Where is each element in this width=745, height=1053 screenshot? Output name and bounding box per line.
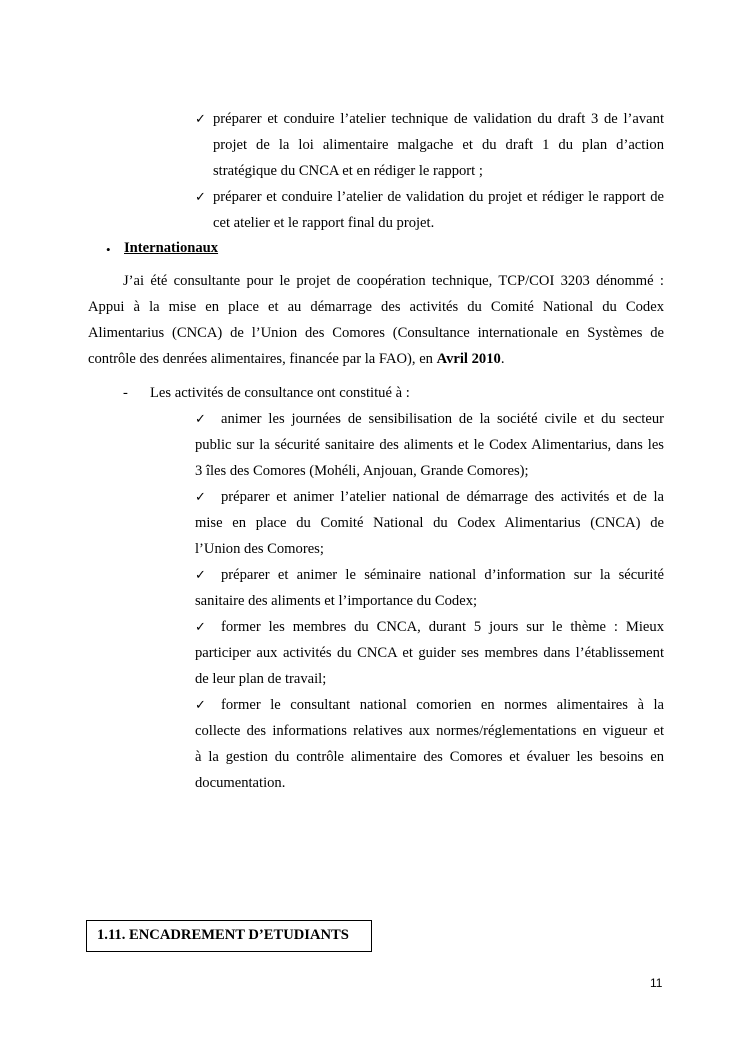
list-item-line: documentation. <box>195 775 286 791</box>
list-item-line: cet atelier et le rapport final du projet. <box>213 215 435 231</box>
list-item-line: public sur la sécurité sanitaire des aliments et le Codex Alimentarius, dans les <box>195 437 664 453</box>
list-item-line: animer les journées de sensibilisation de la société civile et du secteur <box>221 411 664 427</box>
intro-last-line <box>88 351 504 368</box>
list-item-line: participer aux activités du CNCA et guider ses membres dans l’établissement <box>195 645 664 661</box>
section-title: 1.11. ENCADREMENT D’ETUDIANTS <box>97 927 349 943</box>
section-title-box <box>86 920 372 952</box>
checkmark-icon: ✓ <box>195 490 206 505</box>
intro-line: Appui à la mise en place et au démarrage des activités du Comité National du Codex <box>88 299 664 315</box>
section-heading: Internationaux <box>124 240 219 256</box>
checkmark-icon: ✓ <box>195 568 206 583</box>
intro-end: . <box>500 351 505 367</box>
intro-line: Alimentarius (CNCA) de l’Union des Comores (Consultance internationale en Systèmes de <box>88 325 664 341</box>
list-item-line: mise en place du Comité National du Codex Alimentarius (CNCA) de <box>195 515 664 531</box>
list-item-line: préparer et animer l’atelier national de démarrage des activités et de la <box>221 489 664 505</box>
list-item-line: sanitaire des aliments et l’importance du Codex; <box>195 593 478 609</box>
checkmark-icon: ✓ <box>195 190 206 205</box>
list-item-line: l’Union des Comores; <box>195 541 324 557</box>
checkmark-icon: ✓ <box>195 698 206 713</box>
list-item-line: stratégique du CNCA et en rédiger le rapport ; <box>213 163 483 179</box>
list-item-line: former les membres du CNCA, durant 5 jours sur le thème : Mieux <box>221 619 664 635</box>
dash-marker: - <box>123 385 128 401</box>
checkmark-icon: ✓ <box>195 112 206 127</box>
list-item-line: collecte des informations relatives aux normes/réglementations en vigueur et <box>195 723 664 739</box>
list-item-line: à la gestion du contrôle alimentaire des Comores et évaluer les besoins en <box>195 749 664 765</box>
intro-date: Avril 2010 <box>436 351 501 367</box>
bullet-icon: • <box>106 242 111 257</box>
list-item-line: former le consultant national comorien en normes alimentaires à la <box>221 697 664 713</box>
intro-text: contrôle des denrées alimentaires, financée par la FAO), en <box>88 351 437 367</box>
list-item-line: projet de la loi alimentaire malgache et du draft 1 du plan d’action <box>213 137 664 153</box>
list-item-line: préparer et conduire l’atelier technique de validation du draft 3 de l’avant <box>213 111 664 127</box>
list-item-line: préparer et animer le séminaire national d’information sur la sécurité <box>221 567 664 583</box>
list-item-line: 3 îles des Comores (Mohéli, Anjouan, Grande Comores); <box>195 463 529 479</box>
list-item-line: de leur plan de travail; <box>195 671 327 687</box>
activities-label: Les activités de consultance ont constitué à : <box>150 385 410 401</box>
checkmark-icon: ✓ <box>195 412 206 427</box>
page-number: 11 <box>650 976 663 990</box>
intro-line: J’ai été consultante pour le projet de coopération technique, TCP/COI 3203 dénommé : <box>123 273 664 289</box>
list-item-line: préparer et conduire l’atelier de validation du projet et rédiger le rapport de <box>213 189 664 205</box>
checkmark-icon: ✓ <box>195 620 206 635</box>
